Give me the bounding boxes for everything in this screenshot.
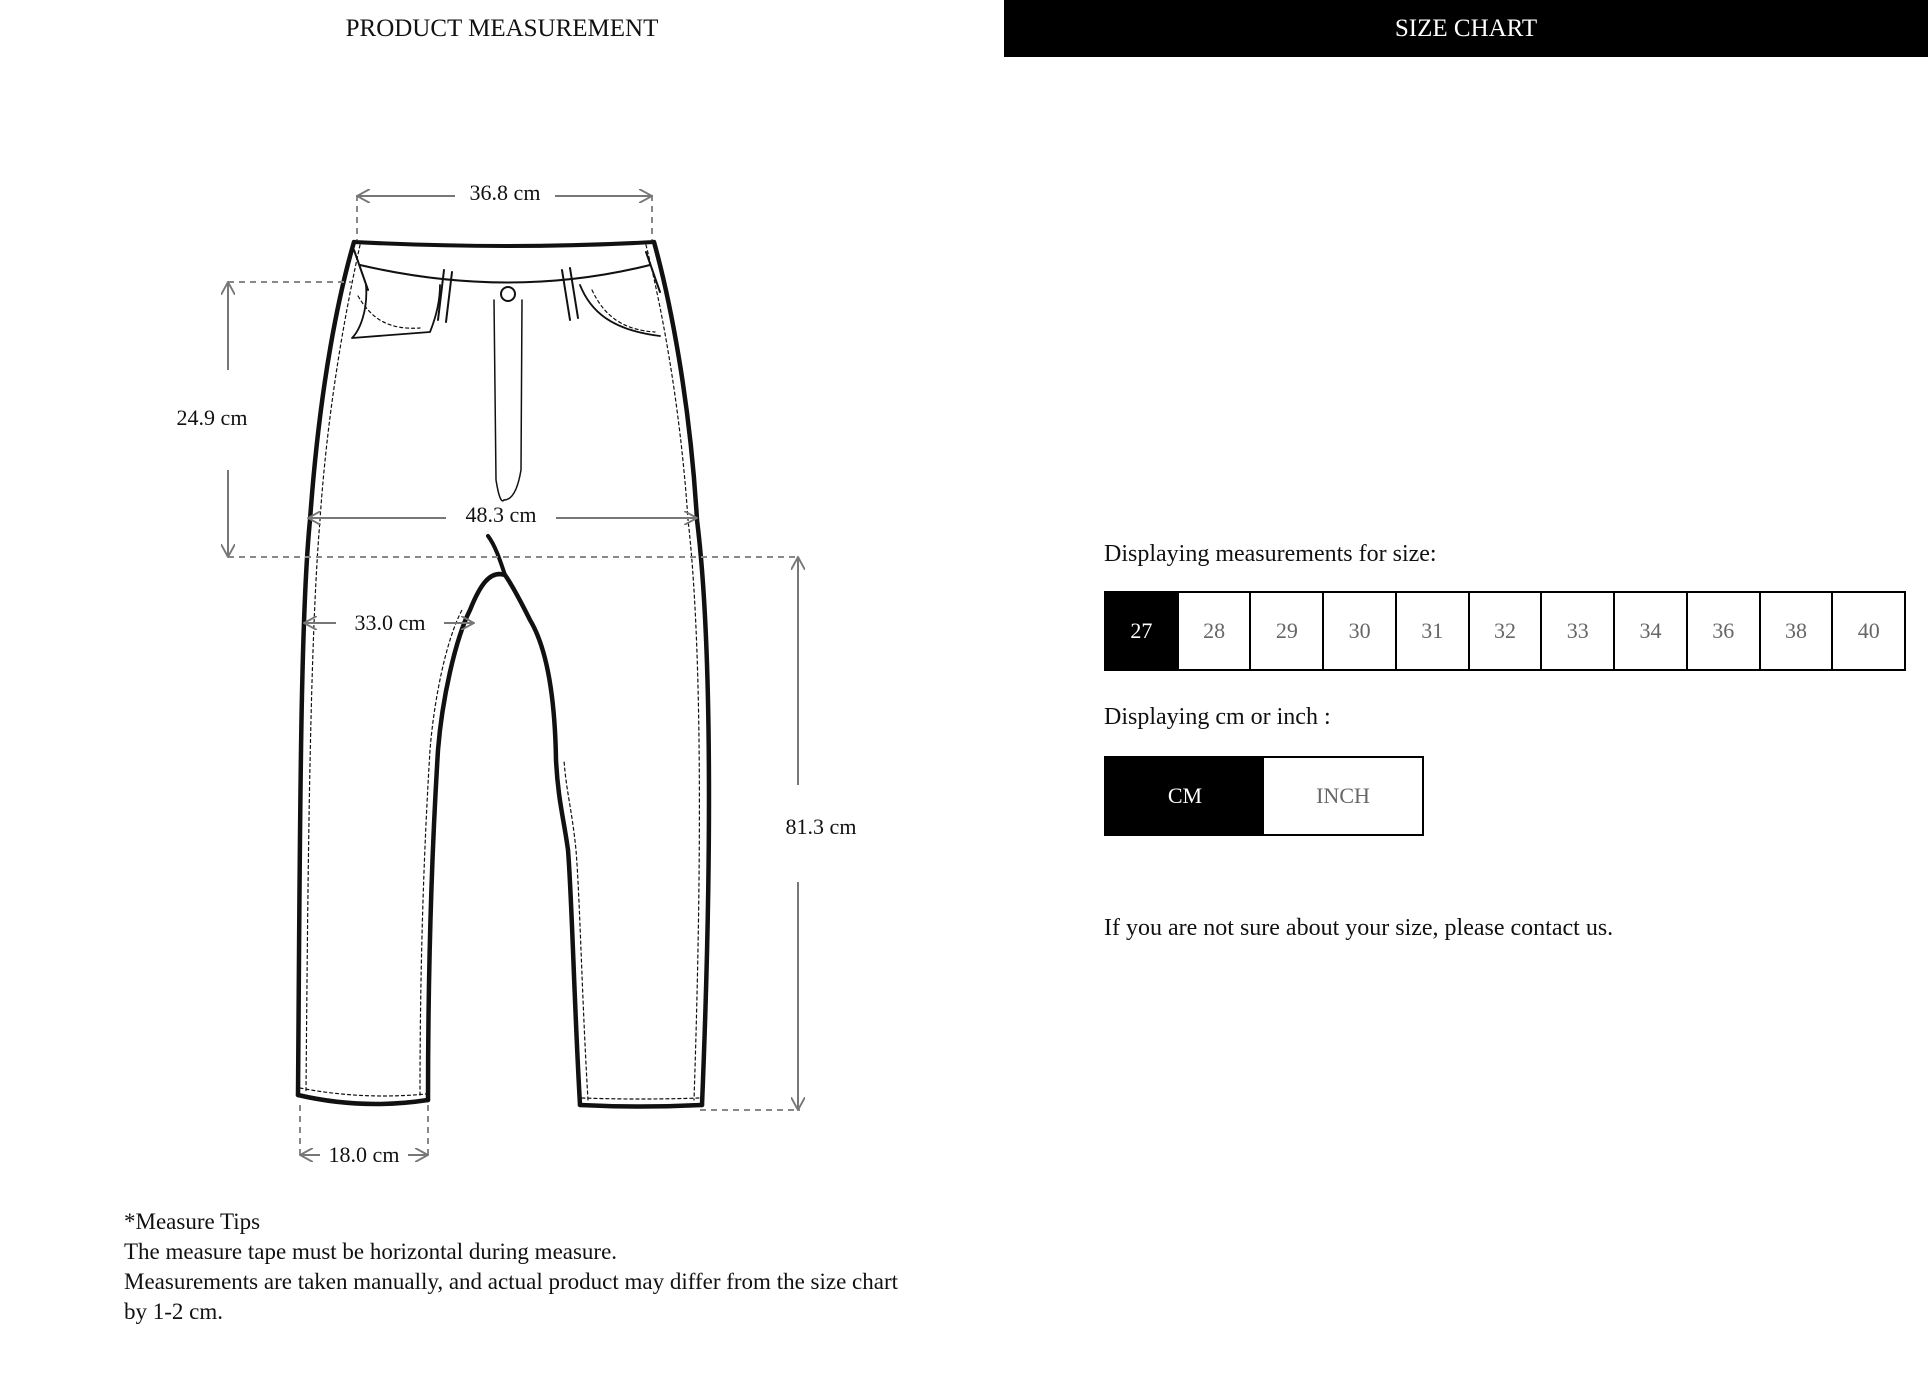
size-option-31[interactable]: 31 [1397, 593, 1470, 669]
unit-selector [1104, 756, 1424, 836]
front-rise-measurement: 24.9 cm [176, 405, 248, 430]
size-option-36[interactable]: 36 [1688, 593, 1761, 669]
size-option-33[interactable]: 33 [1542, 593, 1615, 669]
tab-product-measurement[interactable]: PRODUCT MEASUREMENT [345, 14, 659, 42]
measure-tips [124, 1207, 904, 1327]
size-option-28[interactable]: 28 [1179, 593, 1252, 669]
size-option-40[interactable]: 40 [1857, 618, 1880, 643]
size-selector [1104, 591, 1906, 671]
hip-measurement: 48.3 cm [465, 502, 537, 527]
size-option-34[interactable]: 34 [1615, 593, 1688, 669]
size-option-38[interactable]: 38 [1761, 593, 1834, 669]
size-option-27[interactable]: 27 [1106, 593, 1179, 669]
tips-line-2: Measurements are taken manually, and actual product may differ from the size chart by 1-2 cm. [124, 1269, 899, 1324]
thigh-measurement: 33.0 cm [354, 610, 426, 635]
waist-measurement: 36.8 cm [469, 180, 541, 205]
pants-outline-icon [0, 57, 1004, 1187]
tips-title: *Measure Tips [124, 1209, 261, 1234]
tab-size-chart[interactable]: SIZE CHART [1004, 0, 1928, 57]
contact-note: If you are not sure about your size, please contact us. [1104, 915, 1614, 941]
size-selector-label: Displaying measurements for size: [1104, 541, 1437, 567]
size-option-30[interactable]: 30 [1324, 593, 1397, 669]
size-option-32[interactable]: 32 [1470, 593, 1543, 669]
unit-option-inch[interactable]: INCH [1316, 783, 1370, 808]
leg-opening-measurement: 18.0 cm [328, 1142, 400, 1167]
unit-option-cm[interactable]: CM [1106, 758, 1264, 834]
unit-selector-label: Displaying cm or inch : [1104, 704, 1331, 730]
measurement-diagram [0, 57, 1004, 1187]
inseam-measurement: 81.3 cm [785, 814, 857, 839]
tips-line-1: The measure tape must be horizontal during measure. [124, 1239, 618, 1264]
size-option-29[interactable]: 29 [1251, 593, 1324, 669]
